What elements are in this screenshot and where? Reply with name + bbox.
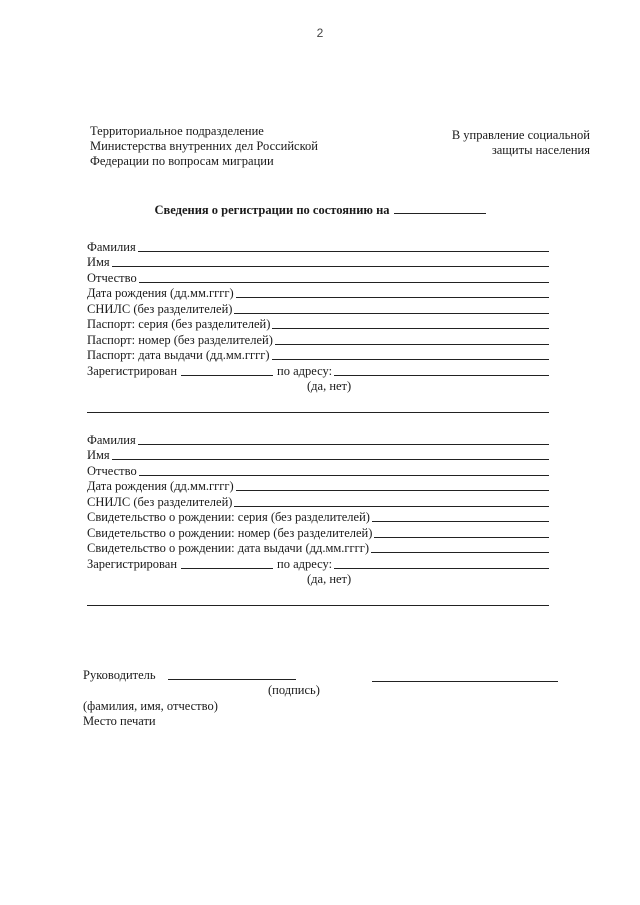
birth-cert-series-field[interactable] [372, 521, 549, 522]
date-blank[interactable] [394, 201, 486, 214]
field-label: СНИЛС (без разделителей) [87, 301, 233, 316]
field-label: СНИЛС (без разделителей) [87, 494, 233, 509]
patronymic-field[interactable] [139, 475, 549, 476]
signature-row [83, 667, 563, 683]
yes-no-hint: (да, нет) [307, 378, 352, 393]
field-label: Дата рождения (дд.мм.гггг) [87, 479, 234, 493]
form-row [87, 479, 549, 495]
field-label: Имя [87, 448, 110, 462]
signature-caption: (подпись) [268, 683, 320, 697]
form-row [87, 463, 549, 479]
form-row [87, 494, 549, 510]
name-caption: (фамилия, имя, отчество) [83, 699, 218, 713]
head-name-field[interactable] [372, 681, 558, 682]
passport-series-field[interactable] [272, 328, 549, 329]
signature-block [83, 667, 563, 729]
registered-field[interactable] [181, 375, 273, 376]
form-row [87, 541, 549, 557]
first-name-field[interactable] [112, 266, 549, 267]
form-row [87, 286, 549, 302]
surname-field[interactable] [138, 444, 549, 445]
field-label: Фамилия [87, 432, 136, 447]
field-label: Фамилия [87, 239, 136, 254]
form-row [87, 270, 549, 286]
field-label: Свидетельство о рождении: номер (без разделителей) [87, 525, 373, 540]
head-label: Руководитель [83, 668, 156, 682]
form-row [87, 317, 549, 333]
field-label: Паспорт: серия (без разделителей) [87, 317, 271, 331]
registered-field[interactable] [181, 568, 273, 569]
form-row [87, 363, 549, 379]
address-continuation-field[interactable] [87, 400, 549, 413]
form-row [87, 348, 549, 364]
sender-line: Министерства внутренних дел Российской [90, 139, 318, 153]
field-label: по адресу: [277, 363, 333, 378]
field-label: Дата рождения (дд.мм.гггг) [87, 286, 234, 300]
recipient-block [452, 128, 590, 158]
yes-no-hint: (да, нет) [307, 571, 352, 586]
address-field[interactable] [334, 568, 549, 569]
form-row [87, 556, 549, 572]
page-number: 2 [316, 26, 324, 40]
signature-field[interactable] [168, 679, 296, 680]
person-block-1 [87, 239, 549, 413]
sender-block [90, 124, 318, 169]
birth-cert-issue-date-field[interactable] [371, 552, 549, 553]
birth-date-field[interactable] [236, 490, 549, 491]
surname-field[interactable] [138, 251, 549, 252]
person-block-2 [87, 432, 549, 606]
field-label: Свидетельство о рождении: дата выдачи (дд.мм.гггг) [87, 541, 370, 555]
field-label: Паспорт: дата выдачи (дд.мм.гггг) [87, 348, 270, 362]
form-row [87, 432, 549, 448]
field-label: по адресу: [277, 556, 333, 571]
document-title [0, 201, 640, 218]
recipient-line: В управление социальной [451, 128, 590, 142]
form-row [87, 301, 549, 317]
document-title-text: Сведения о регистрации по состоянию на [154, 203, 390, 217]
field-label: Отчество [87, 463, 137, 478]
form-row [87, 510, 549, 526]
form-row [87, 332, 549, 348]
recipient-line: защиты населения [491, 143, 590, 157]
birth-date-field[interactable] [236, 297, 549, 298]
field-label: Паспорт: номер (без разделителей) [87, 332, 273, 347]
passport-issue-date-field[interactable] [272, 359, 549, 360]
form-row [87, 448, 549, 464]
passport-number-field[interactable] [275, 344, 549, 345]
stamp-label: Место печати [83, 714, 156, 728]
birth-cert-number-field[interactable] [374, 537, 549, 538]
address-continuation-field[interactable] [87, 593, 549, 606]
sender-line: Федерации по вопросам миграции [90, 154, 274, 168]
form-row [87, 239, 549, 255]
patronymic-field[interactable] [139, 282, 549, 283]
field-label: Имя [87, 255, 110, 269]
field-label: Свидетельство о рождении: серия (без разделителей) [87, 510, 370, 524]
form-row [87, 525, 549, 541]
address-field[interactable] [334, 375, 549, 376]
sender-line: Территориальное подразделение [90, 124, 264, 138]
form-row [87, 255, 549, 271]
first-name-field[interactable] [112, 459, 549, 460]
field-label: Зарегистрирован [87, 363, 178, 378]
snils-field[interactable] [234, 313, 549, 314]
snils-field[interactable] [234, 506, 549, 507]
field-label: Зарегистрирован [87, 556, 178, 571]
field-label: Отчество [87, 270, 137, 285]
